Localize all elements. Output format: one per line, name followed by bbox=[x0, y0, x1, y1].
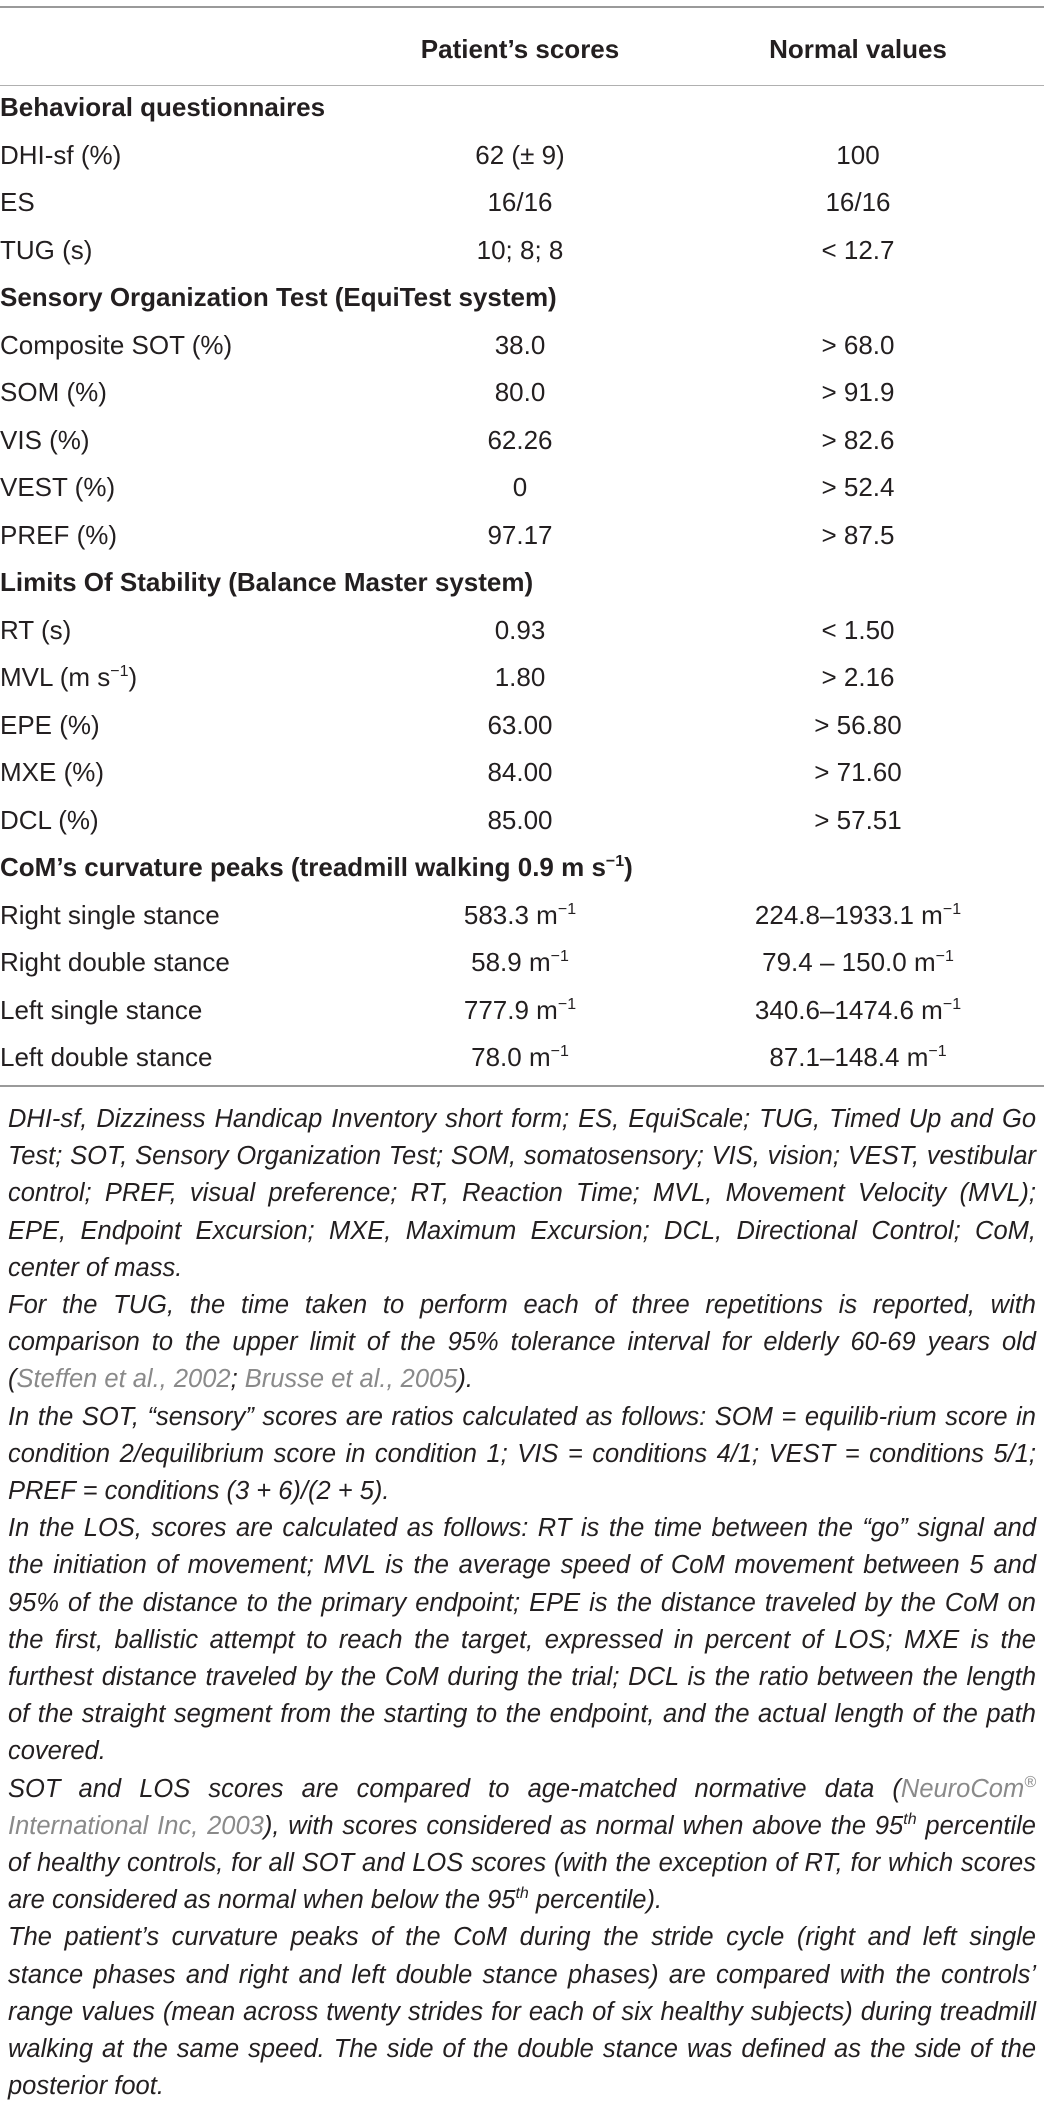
row-label: VEST (%) bbox=[0, 472, 116, 502]
table-row bbox=[0, 749, 1044, 797]
table-row bbox=[0, 369, 1044, 417]
section-row bbox=[0, 844, 1044, 892]
table-row bbox=[0, 654, 1044, 702]
patient-score: 78.0 $m^{-1}$ bbox=[471, 1042, 569, 1072]
normal-value: < 1.50 bbox=[821, 614, 895, 645]
table-row bbox=[0, 512, 1044, 560]
table-row bbox=[0, 987, 1044, 1035]
normal-value: > 91.9 bbox=[821, 377, 895, 407]
row-label: Composite SOT (%) bbox=[0, 329, 233, 360]
row-label: VIS (%) bbox=[0, 424, 90, 455]
normal-value: 340.6–1474.6 $m^{-1}$ bbox=[754, 994, 962, 1025]
reference-link[interactable]: Brusse et al., 2005 bbox=[244, 1365, 458, 1394]
normal-value: > 2.16 bbox=[821, 662, 895, 692]
patient-score: 583.3 $m^{-1}$ bbox=[463, 899, 577, 930]
row-label: Left double stance bbox=[0, 1042, 213, 1072]
row-label: Left single stance bbox=[0, 994, 203, 1025]
normal-value: 224.8–1933.1 $m^{-1}$ bbox=[754, 899, 962, 930]
table-row bbox=[0, 892, 1044, 940]
note-sot: In the SOT, “sensory” scores are ratios calculated as follows: SOM = equilib-rium score in condition 2/equilibrium score in condition 1; VIS = conditions 4/1; VEST = conditions 5/1; PREF = conditions (3 + 6)/(2 + 5). bbox=[8, 1402, 1036, 1506]
row-label: Right single stance bbox=[0, 899, 220, 930]
row-label: SOM (%) bbox=[0, 377, 107, 407]
row-label: DCL (%) bbox=[0, 804, 99, 835]
header-row bbox=[0, 14, 1044, 84]
patient-score: 85.00 bbox=[487, 804, 553, 835]
table-footnotes bbox=[8, 1101, 1036, 2105]
normal-value: 16/16 bbox=[825, 187, 891, 217]
patient-score: 10; 8; 8 bbox=[476, 234, 564, 265]
note-normative: SOT and LOS scores are compared to age-matched normative data (NeuroCom® International Inc, 2003), with scores considered as normal when above the 95th percentile of healthy controls, for all SOT and LOS scores (with the exception of RT, for which scores are considered as normal when below the 95th percentile). bbox=[8, 1773, 1036, 1915]
patient-score: 777.9 $m^{-1}$ bbox=[463, 994, 577, 1025]
patient-score: 58.9 $m^{-1}$ bbox=[471, 947, 569, 977]
normal-value: 100 bbox=[836, 139, 880, 170]
table-row bbox=[0, 179, 1044, 227]
note-abbreviations: DHI-sf, Dizziness Handicap Inventory short form; ES, EquiScale; TUG, Timed Up and Go Test; SOT, Sensory Organization Test; SOM, somatosensory; VIS, vision; VEST, vestibular control; PREF, visual preference; RT, Reaction Time; MVL, Movement Velocity (MVL); EPE, Endpoint Excursion; MXE, Maximum Excursion; DCL, Directional Control; CoM, center of mass. bbox=[8, 1105, 1036, 1282]
section-title: Limits Of Stability (Balance Master system) bbox=[0, 567, 534, 597]
normal-value: > 52.4 bbox=[821, 472, 895, 502]
patient-score: 1.80 bbox=[494, 662, 546, 692]
row-label: PREF (%) bbox=[0, 519, 117, 550]
patient-score: 0 bbox=[512, 472, 528, 502]
normal-value: > 56.80 bbox=[814, 709, 902, 740]
table-row bbox=[0, 1034, 1044, 1082]
patient-score: 16/16 bbox=[487, 187, 553, 217]
section-title: Sensory Organization Test (EquiTest system) bbox=[0, 282, 557, 312]
header-col1 bbox=[0, 14, 368, 84]
row-label: DHI-sf (%) bbox=[0, 139, 122, 170]
table-row bbox=[0, 132, 1044, 180]
normal-value: > 82.6 bbox=[821, 424, 895, 455]
patient-score: 80.0 bbox=[494, 377, 546, 407]
normal-value: 79.4 – 150.0 $m^{-1}$ bbox=[762, 947, 954, 977]
note-curvature: The patient’s curvature peaks of the CoM during the stride cycle (right and left single stance phases and right and left double stance phases) are compared with the controls’ range values (mean across twenty strides for each of six healthy subjects) during treadmill walking at the same speed. The side of the double stance was defined as the side of the posterior foot. bbox=[8, 1923, 1036, 2101]
header-normal-values: Normal values bbox=[769, 34, 947, 64]
section-title: Behavioral questionnaires bbox=[0, 92, 326, 122]
section-row bbox=[0, 559, 1044, 607]
bottom-rule bbox=[0, 1085, 1044, 1087]
row-label: RT (s) bbox=[0, 614, 72, 645]
normal-value: < 12.7 bbox=[821, 234, 895, 265]
note-los: In the LOS, scores are calculated as follows: RT is the time between the “go” signal and the initiation of movement; MVL is the average speed of CoM movement between 5 and 95% of the distance to the primary endpoint; EPE is the distance traveled by the CoM on the first, ballistic attempt to reach the target, expressed in percent of LOS; MXE is the furthest distance traveled by the CoM during the trial; DCL is the ratio between the length of the straight segment from the starting to the endpoint, and the actual length of the path covered. bbox=[8, 1514, 1036, 1766]
reference-link[interactable]: Steffen et al., 2002 bbox=[16, 1365, 231, 1394]
row-label: Right double stance bbox=[0, 947, 230, 977]
row-label: ES bbox=[0, 187, 35, 217]
reference-link[interactable]: NeuroCom® International Inc, 2003 bbox=[8, 1773, 1036, 1840]
note-tug: For the TUG, the time taken to perform each of three repetitions is reported, with comparison to the upper limit of the 95% tolerance interval for elderly 60-69 years old (Steffen et al., 2002; Brusse et al., 2005). bbox=[8, 1291, 1036, 1394]
row-label: TUG (s) bbox=[0, 234, 93, 265]
results-table bbox=[0, 14, 1044, 1082]
patient-score: 63.00 bbox=[487, 709, 553, 740]
table-row bbox=[0, 227, 1044, 275]
patient-score: 62 (± 9) bbox=[475, 139, 565, 170]
normal-value: > 71.60 bbox=[814, 757, 902, 787]
row-label: MXE (%) bbox=[0, 757, 104, 787]
table-row bbox=[0, 797, 1044, 845]
normal-value: > 57.51 bbox=[814, 804, 902, 835]
row-label-mvl: MVL (m $s^{-1}$) bbox=[0, 662, 138, 692]
row-label: EPE (%) bbox=[0, 709, 100, 740]
table-row bbox=[0, 322, 1044, 370]
table-row bbox=[0, 702, 1044, 750]
normal-value: > 87.5 bbox=[821, 519, 895, 550]
patient-score: 97.17 bbox=[487, 519, 553, 550]
section-title-curvature: CoM’s curvature peaks (treadmill walking 0.9 m $s^{-1}$) bbox=[0, 852, 633, 882]
top-rule bbox=[0, 6, 1044, 8]
table-row bbox=[0, 939, 1044, 987]
table-row bbox=[0, 464, 1044, 512]
header-patient-scores: Patient’s scores bbox=[420, 34, 620, 64]
normal-value: 87.1–148.4 $m^{-1}$ bbox=[769, 1042, 947, 1072]
table-row bbox=[0, 417, 1044, 465]
normal-value: > 68.0 bbox=[821, 329, 895, 360]
section-row bbox=[0, 84, 1044, 132]
patient-score: 62.26 bbox=[487, 424, 553, 455]
patient-score: 38.0 bbox=[494, 329, 546, 360]
patient-score: 84.00 bbox=[487, 757, 553, 787]
patient-score: 0.93 bbox=[494, 614, 546, 645]
section-row bbox=[0, 274, 1044, 322]
table-row bbox=[0, 607, 1044, 655]
